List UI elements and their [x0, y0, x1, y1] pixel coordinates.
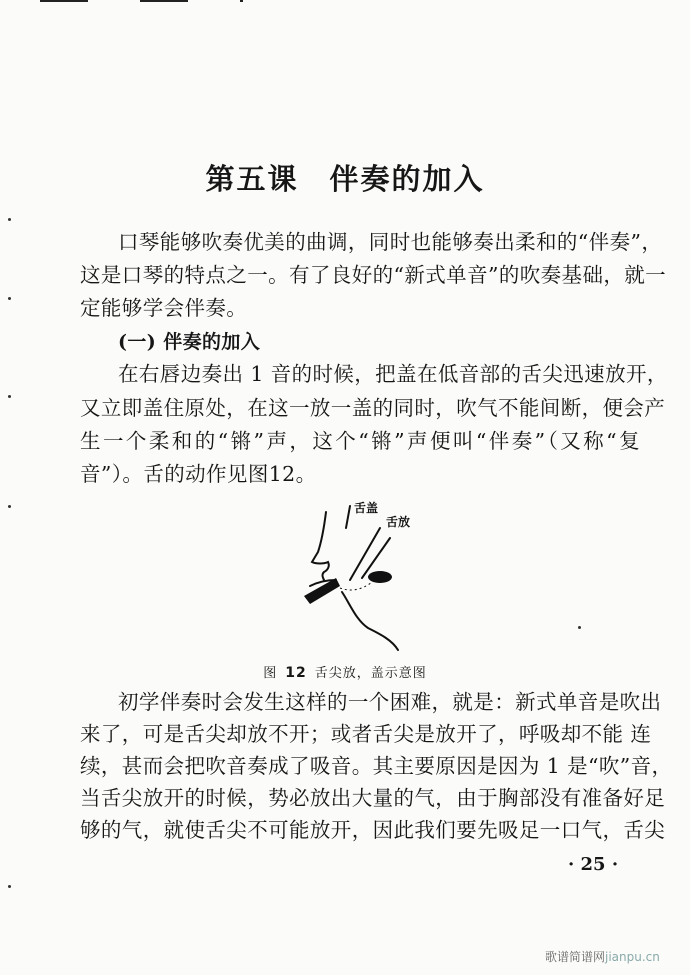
lesson-title: 第五课 伴奏的加入 [205, 162, 485, 196]
body-line: 够的气，就使舌尖不可能放开，因此我们要先吸足一口气，舌尖 [80, 818, 666, 842]
body-line: 初学伴奏时会发生这样的一个困难，就是：新式单音是吹出 [118, 690, 662, 714]
label-tongue-cover: 舌盖 [354, 501, 379, 515]
watermark [545, 948, 660, 965]
intro-line: 口琴能够吹奏优美的曲调，同时也能够奏出柔和的“伴奏”， [118, 230, 663, 254]
section-line: 生一个柔和的“锵”声，这个“锵”声便叫“伴奏”（又称“复 [80, 429, 640, 453]
caption-text: 舌尖放，盖示意图 [314, 666, 427, 681]
body-line: 来了，可是舌尖却放不开；或者舌尖是放开了，呼吸却不能 连 [80, 722, 652, 746]
section-heading: (一) 伴奏的加入 [118, 331, 261, 353]
section-line: 在右唇边奏出 1 音的时候，把盖在低音部的舌尖迅速放开， [118, 362, 668, 386]
caption-prefix: 图 [263, 666, 278, 681]
body-line: 续，甚而会把吹音奏成了吸音。其主要原因是因为 1 是“吹”音， [80, 754, 673, 778]
scan-speck [8, 885, 11, 888]
top-rule-mark [240, 0, 243, 2]
section-line: 又立即盖住原处，在这一放一盖的同时，吹气不能间断，便会产 [80, 396, 666, 420]
label-tongue-release: 舌放 [386, 515, 411, 529]
watermark-site: 歌谱简谱网 [545, 950, 606, 964]
watermark-url: jianpu.cn [605, 950, 660, 964]
intro-line: 这是口琴的特点之一。有了良好的“新式单音”的吹奏基础，就一 [80, 263, 667, 287]
top-rule-middle [140, 0, 188, 2]
scan-speck [8, 395, 11, 398]
section-line: 音”）。舌的动作见图12。 [80, 462, 317, 486]
figure-caption [0, 662, 690, 681]
top-rule-left [40, 0, 88, 2]
scan-speck [8, 218, 11, 221]
caption-number: 12 [285, 665, 307, 681]
body-line: 当舌尖放开的时候，势必放出大量的气，由于胸部没有准备好足 [80, 786, 666, 810]
scan-speck [8, 505, 11, 508]
scan-speck [578, 626, 581, 629]
figure-12-illustration [290, 500, 420, 652]
page-number: · 25 · [568, 854, 619, 875]
scan-speck [8, 297, 11, 300]
intro-line: 定能够学会伴奏。 [80, 296, 248, 320]
